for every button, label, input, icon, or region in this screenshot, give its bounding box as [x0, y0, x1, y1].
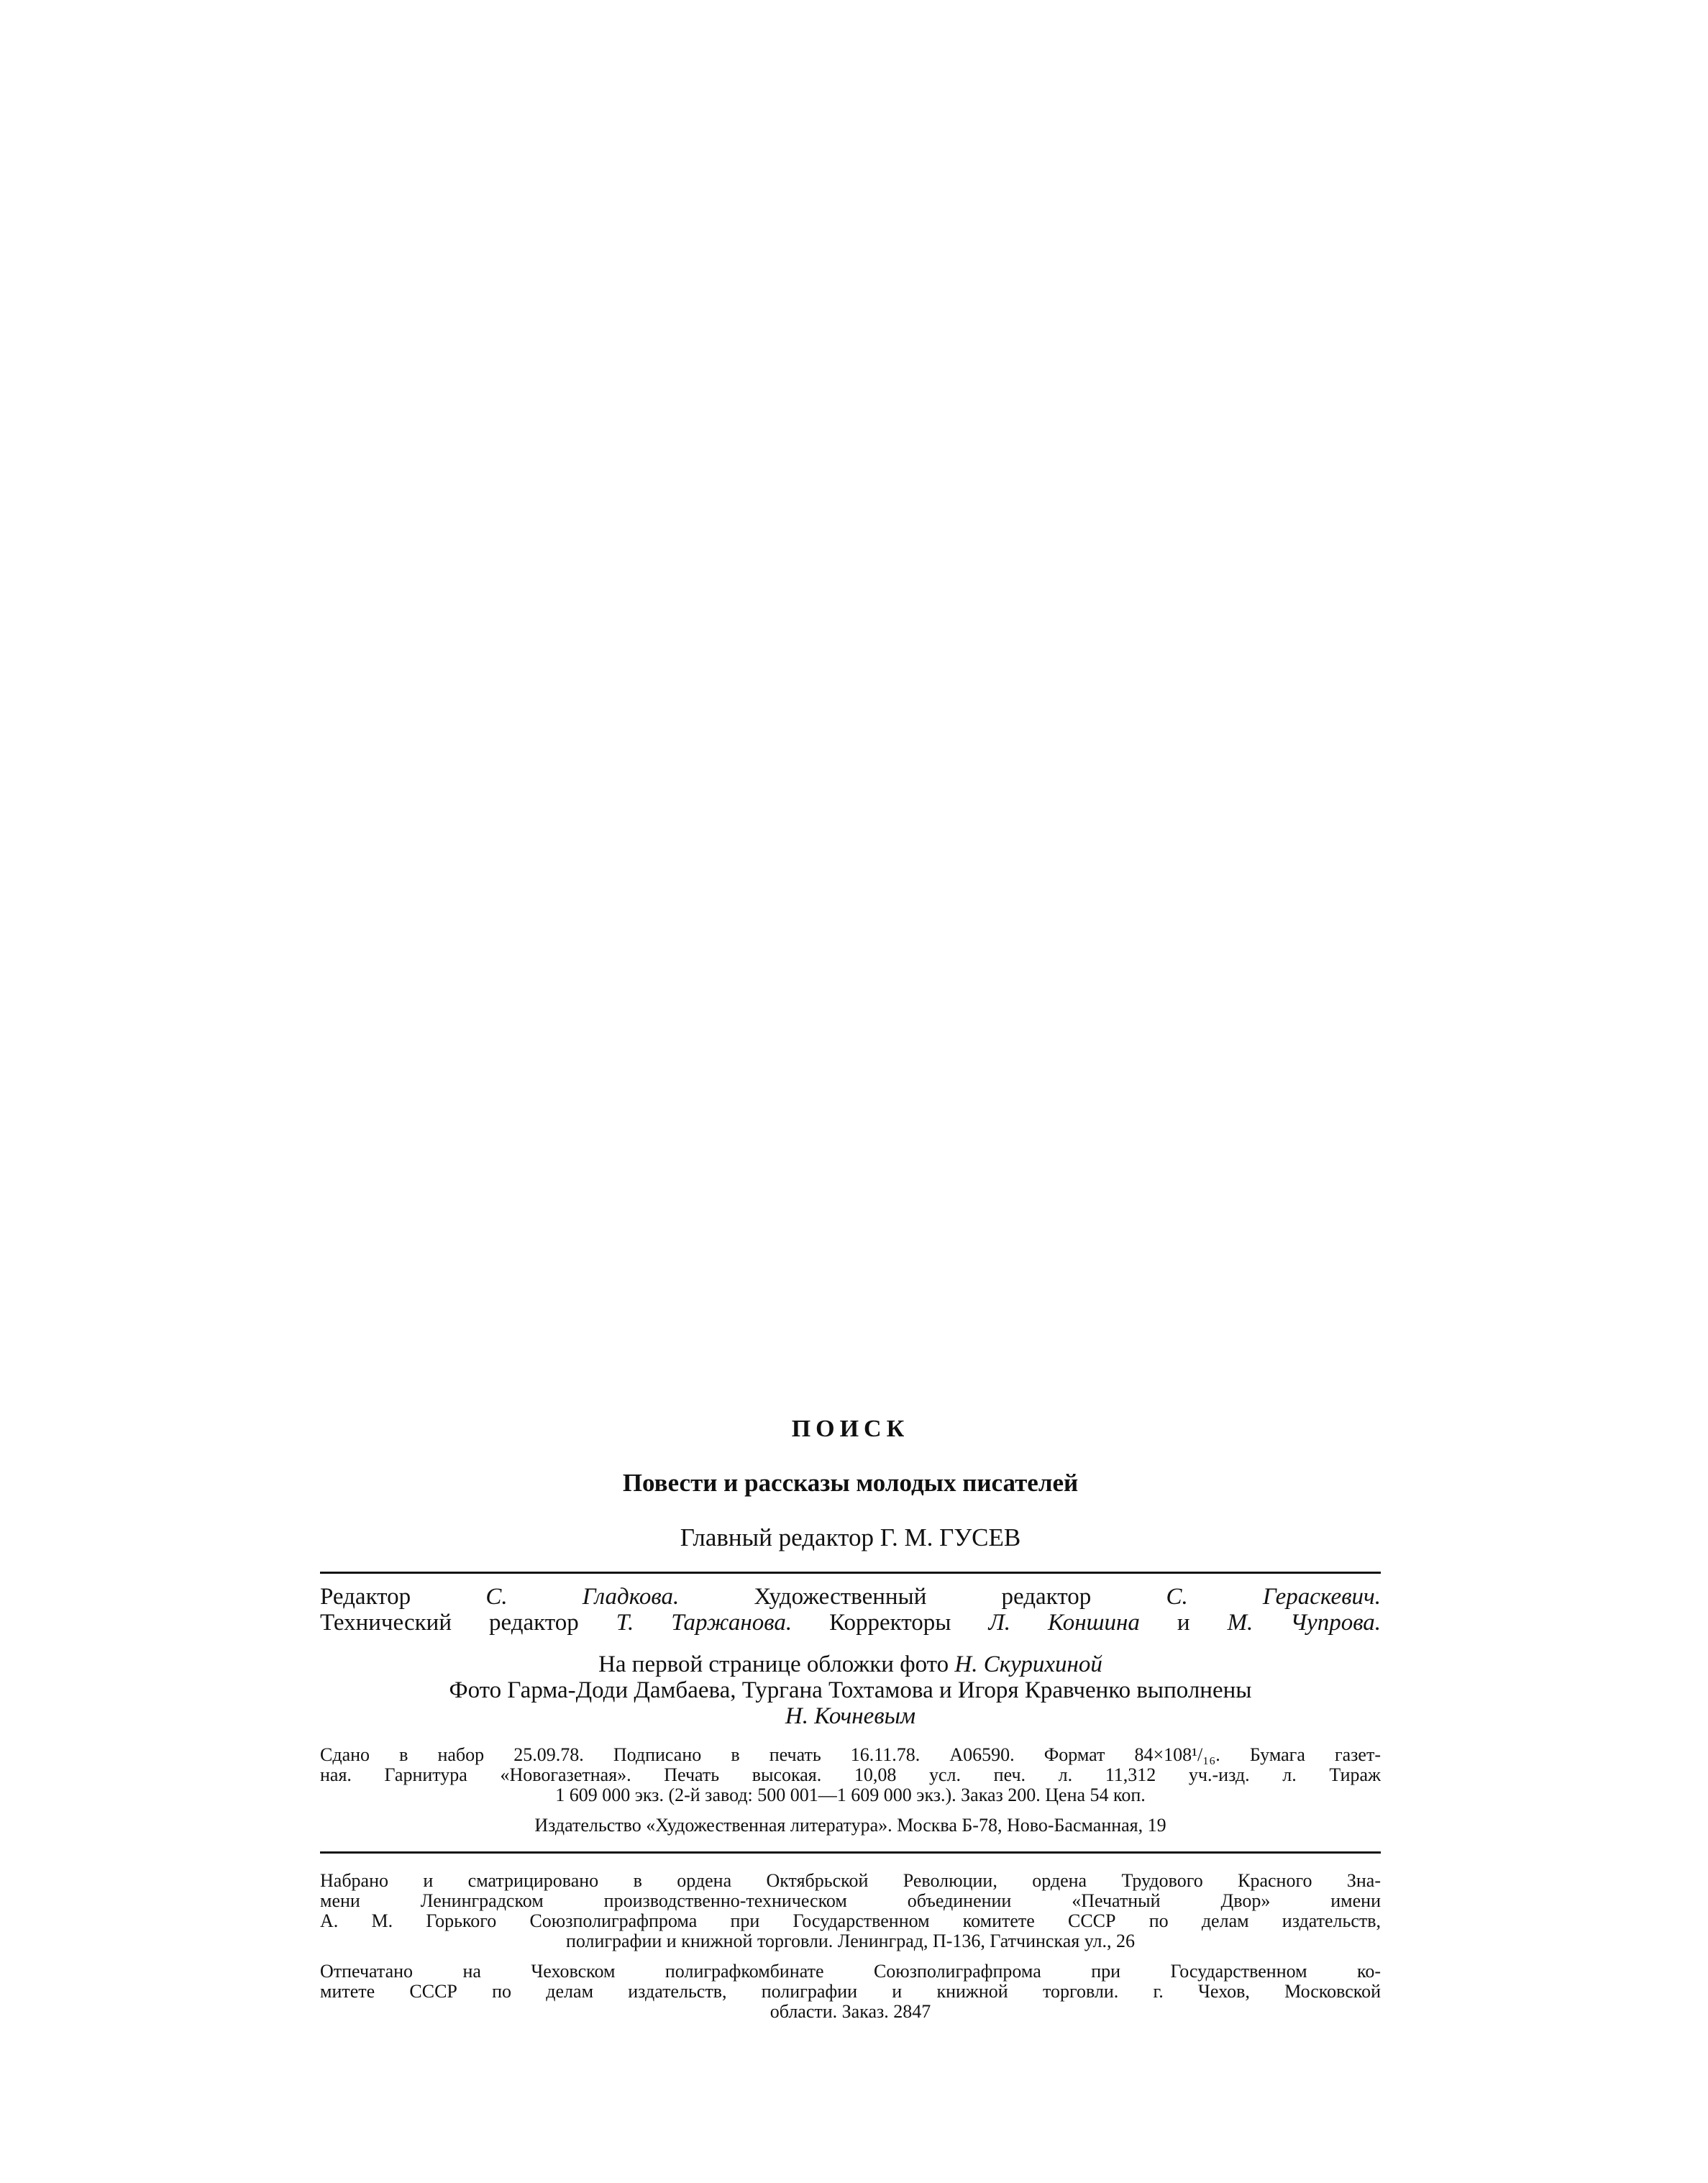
specs-line-2: ная. Гарнитура «Новогазетная». Печать высокая. 10,08 усл. печ. л. 11,312 уч.-изд. л. Тираж [320, 1764, 1381, 1785]
art-editor-name: С. Гераскевич. [1166, 1584, 1382, 1610]
print-specs [320, 1745, 1381, 1805]
proofreaders-label: Корректоры [829, 1610, 951, 1636]
typesetting-line-1: Набрано и сматрицировано в ордена Октябрьской Революции, ордена Трудового Красного Зна- [320, 1870, 1381, 1891]
printing-line-1: Отпечатано на Чеховском полиграфкомбинате Союзполиграфпрома при Государственном ко- [320, 1961, 1381, 1982]
divider-top [320, 1572, 1381, 1574]
divider-bottom [320, 1851, 1381, 1854]
photo-credits [320, 1651, 1381, 1729]
chief-editor: Главный редактор Г. М. ГУСЕВ [680, 1523, 1021, 1551]
printing-info [320, 1961, 1381, 2022]
typesetting-info [320, 1871, 1381, 1951]
photo-line-1 [320, 1651, 1381, 1677]
cover-photographer: Н. Скурихиной [954, 1651, 1102, 1677]
book-title: ПОИСК [791, 1416, 910, 1442]
photo-line-3 [320, 1703, 1381, 1729]
and-word: и [1177, 1610, 1190, 1636]
book-subtitle: Повести и рассказы молодых писателей [622, 1469, 1079, 1497]
typesetting-line-3: А. М. Горького Союзполиграфпрома при Государственном комитете СССР по делам издательств, [320, 1910, 1381, 1931]
printing-line-2: митете СССР по делам издательств, полиграфии и книжной торговли. г. Чехов, Московской [320, 1981, 1381, 2002]
staff-line-1 [320, 1584, 1381, 1610]
staff-line-2 [320, 1610, 1381, 1636]
photographer-name: Н. Кочневым [785, 1703, 916, 1729]
typesetting-line-4: полиграфии и книжной торговли. Ленинград, П-136, Гатчинская ул., 26 [565, 1931, 1136, 1951]
proofreader-2: М. Чупрова. [1227, 1610, 1382, 1636]
printing-line-3: области. Заказ. 2847 [769, 2001, 931, 2022]
proofreader-1: Л. Коншина [988, 1610, 1140, 1636]
editor-name: С. Гладкова. [485, 1584, 680, 1610]
editor-label: Редактор [320, 1584, 411, 1610]
art-editor-label: Художественный редактор [754, 1584, 1092, 1610]
typesetting-line-2: мени Ленинградском производственно-техническом объединении «Печатный Двор» имени [320, 1890, 1381, 1911]
tech-editor-name: Т. Таржанова. [616, 1610, 793, 1636]
imprint-block [320, 1413, 1381, 2022]
publisher-line: Издательство «Художественная литература». Москва Б-78, Ново-Басманная, 19 [534, 1815, 1166, 1836]
specs-line-3: 1 609 000 экз. (2-й завод: 500 001—1 609 000 экз.). Заказ 200. Цена 54 коп. [555, 1785, 1146, 1805]
photo-line-2: Фото Гарма-Доди Дамбаева, Тургана Тохтамова и Игоря Кравченко выполнены [449, 1677, 1252, 1703]
tech-editor-label: Технический редактор [320, 1610, 579, 1636]
cover-photo-text: На первой странице обложки фото [598, 1651, 949, 1677]
specs-line-1: Сдано в набор 25.09.78. Подписано в печать 16.11.78. А06590. Формат 84×108¹/₁₆. Бумага газет- [320, 1744, 1381, 1765]
staff-credits [320, 1584, 1381, 1636]
